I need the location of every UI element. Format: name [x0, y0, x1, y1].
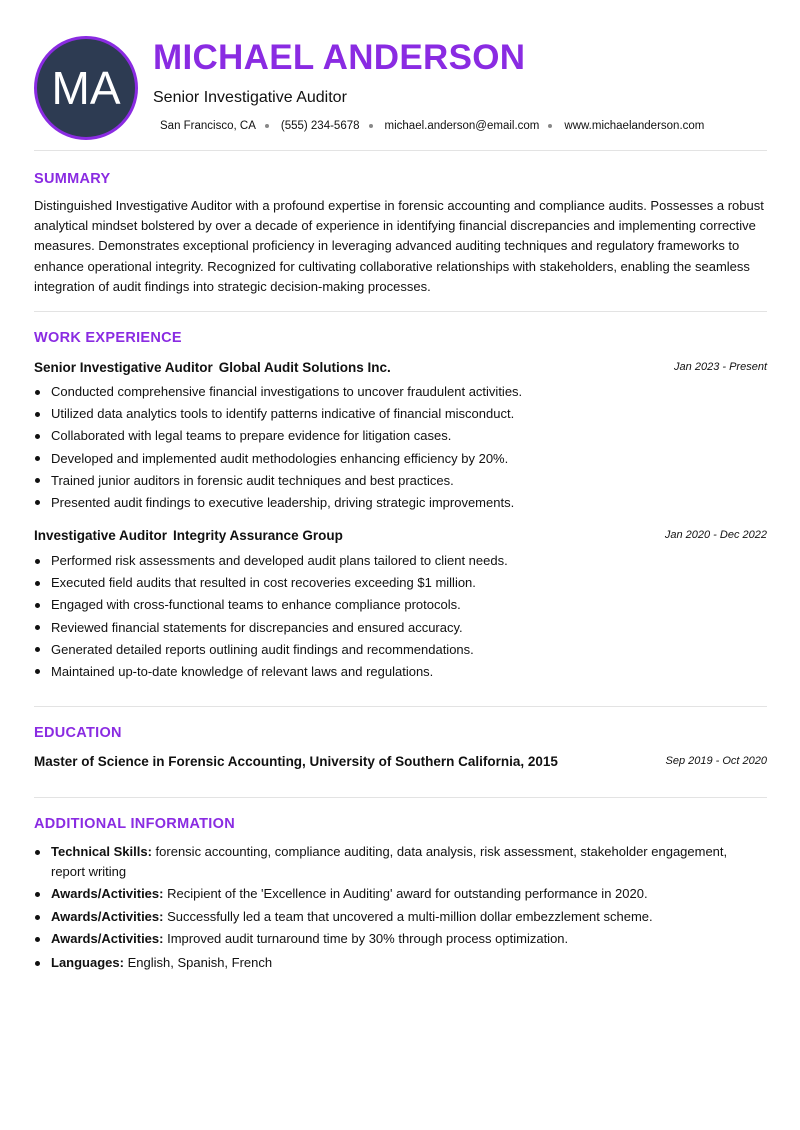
item-text: forensic accounting, compliance auditing, data analysis, risk assessment, stakeholder engagement, report writing	[51, 844, 728, 879]
item-text: Successfully led a team that uncovered a multi-million dollar embezzlement scheme.	[167, 908, 653, 924]
divider	[34, 311, 767, 312]
education-degree: Master of Science in Forensic Accounting, University of Southern California, 2015	[34, 754, 558, 769]
summary-heading: SUMMARY	[34, 171, 111, 187]
list-item	[51, 907, 751, 927]
resume-header	[0, 0, 800, 150]
job-bullets	[51, 383, 767, 516]
item-text: Recipient of the 'Excellence in Auditing' award for outstanding performance in 2020.	[167, 886, 648, 902]
divider	[34, 706, 767, 707]
list-item: Developed and implemented audit methodologies enhancing efficiency by 20%.	[51, 450, 767, 472]
avatar-initials: MA	[51, 62, 121, 114]
list-item	[51, 842, 751, 882]
separator-dot	[548, 124, 552, 128]
list-item	[51, 953, 751, 973]
list-item: Presented audit findings to executive leadership, driving strategic improvements.	[51, 494, 767, 516]
item-label: Awards/Activities:	[51, 886, 164, 902]
job-role: Investigative Auditor Integrity Assurance Group	[34, 528, 343, 543]
additional-list	[51, 842, 751, 975]
list-item: Conducted comprehensive financial investigations to uncover fraudulent activities.	[51, 383, 767, 405]
job-header	[34, 527, 767, 545]
contact-row	[160, 120, 704, 132]
item-label: Technical Skills:	[51, 844, 152, 859]
separator-dot	[265, 124, 269, 128]
job-company: Integrity Assurance Group	[173, 528, 343, 543]
list-item: Reviewed financial statements for discrepancies and ensured accuracy.	[51, 619, 767, 641]
education-dates: Sep 2019 - Oct 2020	[665, 755, 767, 767]
contact-location: San Francisco, CA	[160, 120, 256, 132]
list-item: Utilized data analytics tools to identify patterns indicative of financial misconduct.	[51, 405, 767, 427]
list-item: Generated detailed reports outlining audit findings and recommendations.	[51, 641, 767, 663]
list-item: Performed risk assessments and developed audit plans tailored to client needs.	[51, 552, 767, 574]
avatar	[34, 36, 138, 140]
list-item: Executed field audits that resulted in cost recoveries exceeding $1 million.	[51, 574, 767, 596]
item-label: Languages:	[51, 954, 124, 970]
job-header	[34, 359, 767, 377]
list-item	[51, 929, 751, 949]
contact-email[interactable]: michael.anderson@email.com	[384, 120, 540, 132]
additional-heading: ADDITIONAL INFORMATION	[34, 816, 235, 832]
divider	[34, 797, 767, 798]
education-entry	[34, 753, 767, 771]
job-bullets	[51, 552, 767, 685]
job-company: Global Audit Solutions Inc.	[218, 360, 391, 375]
education-heading: EDUCATION	[34, 725, 122, 741]
contact-phone: (555) 234-5678	[280, 120, 360, 132]
item-label: Awards/Activities:	[51, 908, 164, 924]
item-text: English, Spanish, French	[127, 954, 273, 970]
list-item: Maintained up-to-date knowledge of relevant laws and regulations.	[51, 663, 767, 685]
candidate-name: MICHAEL ANDERSON	[153, 38, 526, 77]
job-dates: Jan 2020 - Dec 2022	[664, 529, 767, 541]
job-dates: Jan 2023 - Present	[674, 361, 767, 373]
item-label: Awards/Activities:	[51, 930, 164, 946]
item-text: Improved audit turnaround time by 30% through process optimization.	[167, 930, 569, 946]
experience-heading: WORK EXPERIENCE	[34, 330, 182, 346]
list-item	[51, 884, 751, 904]
separator-dot	[369, 124, 373, 128]
job-role: Senior Investigative Auditor Global Audit Solutions Inc.	[34, 360, 391, 375]
divider	[34, 150, 767, 151]
candidate-title: Senior Investigative Auditor	[153, 89, 347, 106]
contact-website[interactable]: www.michaelanderson.com	[564, 120, 705, 132]
summary-text: Distinguished Investigative Auditor with a profound expertise in forensic accounting and compliance audits. Possesses a robust analytical mindset bolstered by over a decade of experience in identifying financial discrepancies and implementing corrective measures. Demonstrates exceptional proficiency in leveraging advanced auditing techniques and regulatory frameworks to enhance operational integrity. Recognized for cultivating collaborative relationships with stakeholders, enabling the seamless integration of audit findings into strategic decision-making processes.	[34, 198, 764, 294]
list-item: Trained junior auditors in forensic audit techniques and best practices.	[51, 472, 767, 494]
list-item: Engaged with cross-functional teams to enhance compliance protocols.	[51, 596, 767, 618]
list-item: Collaborated with legal teams to prepare evidence for litigation cases.	[51, 427, 767, 449]
